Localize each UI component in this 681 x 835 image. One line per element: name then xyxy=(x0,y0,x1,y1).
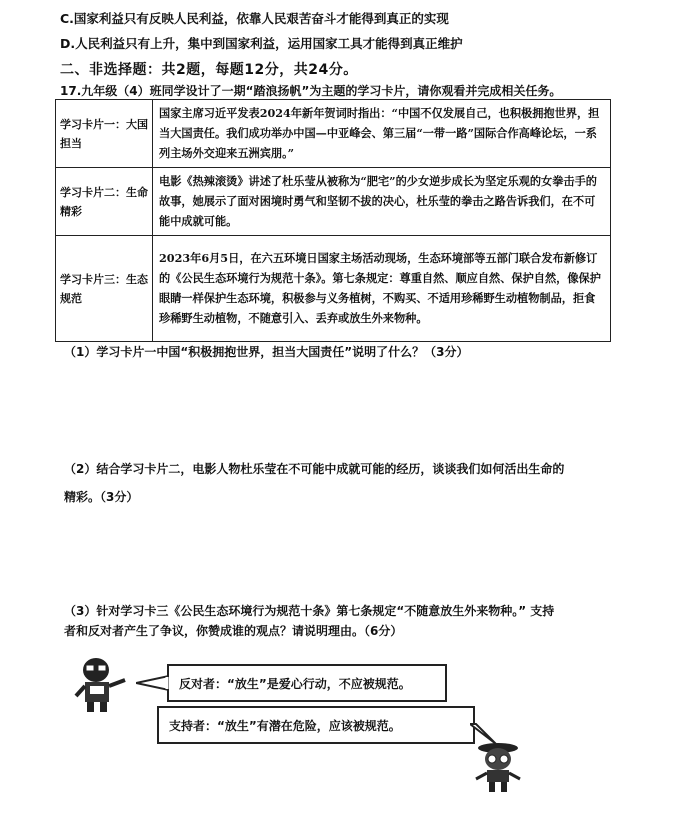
card-row xyxy=(56,168,611,236)
choice-c: C.国家利益只有反映人民利益，依靠人民艰苦奋斗才能得到真正的实现 xyxy=(60,11,449,26)
supporter-statement: 支持者：“放生”有潜在危险，应该被规范。 xyxy=(169,719,401,733)
card-name: 学习卡片三：生态规范 xyxy=(56,236,153,342)
card-text: 国家主席习近平发表2024年新年贺词时指出：“中国不仅发展自己，也积极拥抱世界，担当大国责任。我们成功举办中国—中亚峰会、第三届“一带一路”国际合作高峰论坛，一系列主场外交迎来五洲宾朋。” xyxy=(153,100,611,168)
card-name: 学习卡片二：生命精彩 xyxy=(56,168,153,236)
learning-cards-table xyxy=(55,99,611,342)
opponent-statement: 反对者：“放生”是爱心行动，不应被规范。 xyxy=(179,677,411,691)
card-row xyxy=(56,100,611,168)
sub-question-2-line-1: （2）结合学习卡片二，电影人物杜乐莹在不可能中成就可能的经历，谈谈我们如何活出生命的 xyxy=(64,462,565,476)
opponent-speech-bubble xyxy=(167,664,447,702)
question-17-intro: 17.九年级（4）班同学设计了一期“踏浪扬帆”为主题的学习卡片，请你观看并完成相关任务。 xyxy=(60,84,562,98)
supporter-figure-icon xyxy=(468,742,528,794)
supporter-speech-bubble xyxy=(157,706,475,744)
bubble-pointer-icon xyxy=(136,675,169,691)
sub-question-2-line-2: 精彩。（3分） xyxy=(64,490,139,504)
sub-question-1: （1）学习卡片一中国“积极拥抱世界，担当大国责任”说明了什么？（3分） xyxy=(64,345,469,359)
card-name: 学习卡片一：大国担当 xyxy=(56,100,153,168)
sub-question-3-line-2: 者和反对者产生了争议，你赞成谁的观点？请说明理由。（6分） xyxy=(64,624,403,638)
section-title: 二、非选择题：共2题，每题12分，共24分。 xyxy=(60,62,358,78)
sub-question-3-line-1: （3）针对学习卡三《公民生态环境行为规范十条》第七条规定“不随意放生外来物种。” 支持 xyxy=(64,604,555,618)
choice-d: D.人民利益只有上升，集中到国家利益，运用国家工具才能得到真正维护 xyxy=(60,36,463,51)
card-text: 2023年6月5日，在六五环境日国家主场活动现场，生态环境部等五部门联合发布新修订的《公民生态环境行为规范十条》。第七条规定：尊重自然、顺应自然、保护自然，像保护眼睛一样保护生态环境，积极参与义务植树，不购买、不适用珍稀野生动植物制品，拒食珍稀野生动植物，不随意引入、丢弃或放生外来物种。 xyxy=(153,236,611,342)
card-text: 电影《热辣滚烫》讲述了杜乐莹从被称为“肥宅”的少女逆步成长为坚定乐观的女拳击手的故事，她展示了面对困境时勇气和坚韧不拔的决心，杜乐莹的拳击之路告诉我们，在不可能中成就可能。 xyxy=(153,168,611,236)
card-row xyxy=(56,236,611,342)
opponent-figure-icon xyxy=(70,656,132,714)
